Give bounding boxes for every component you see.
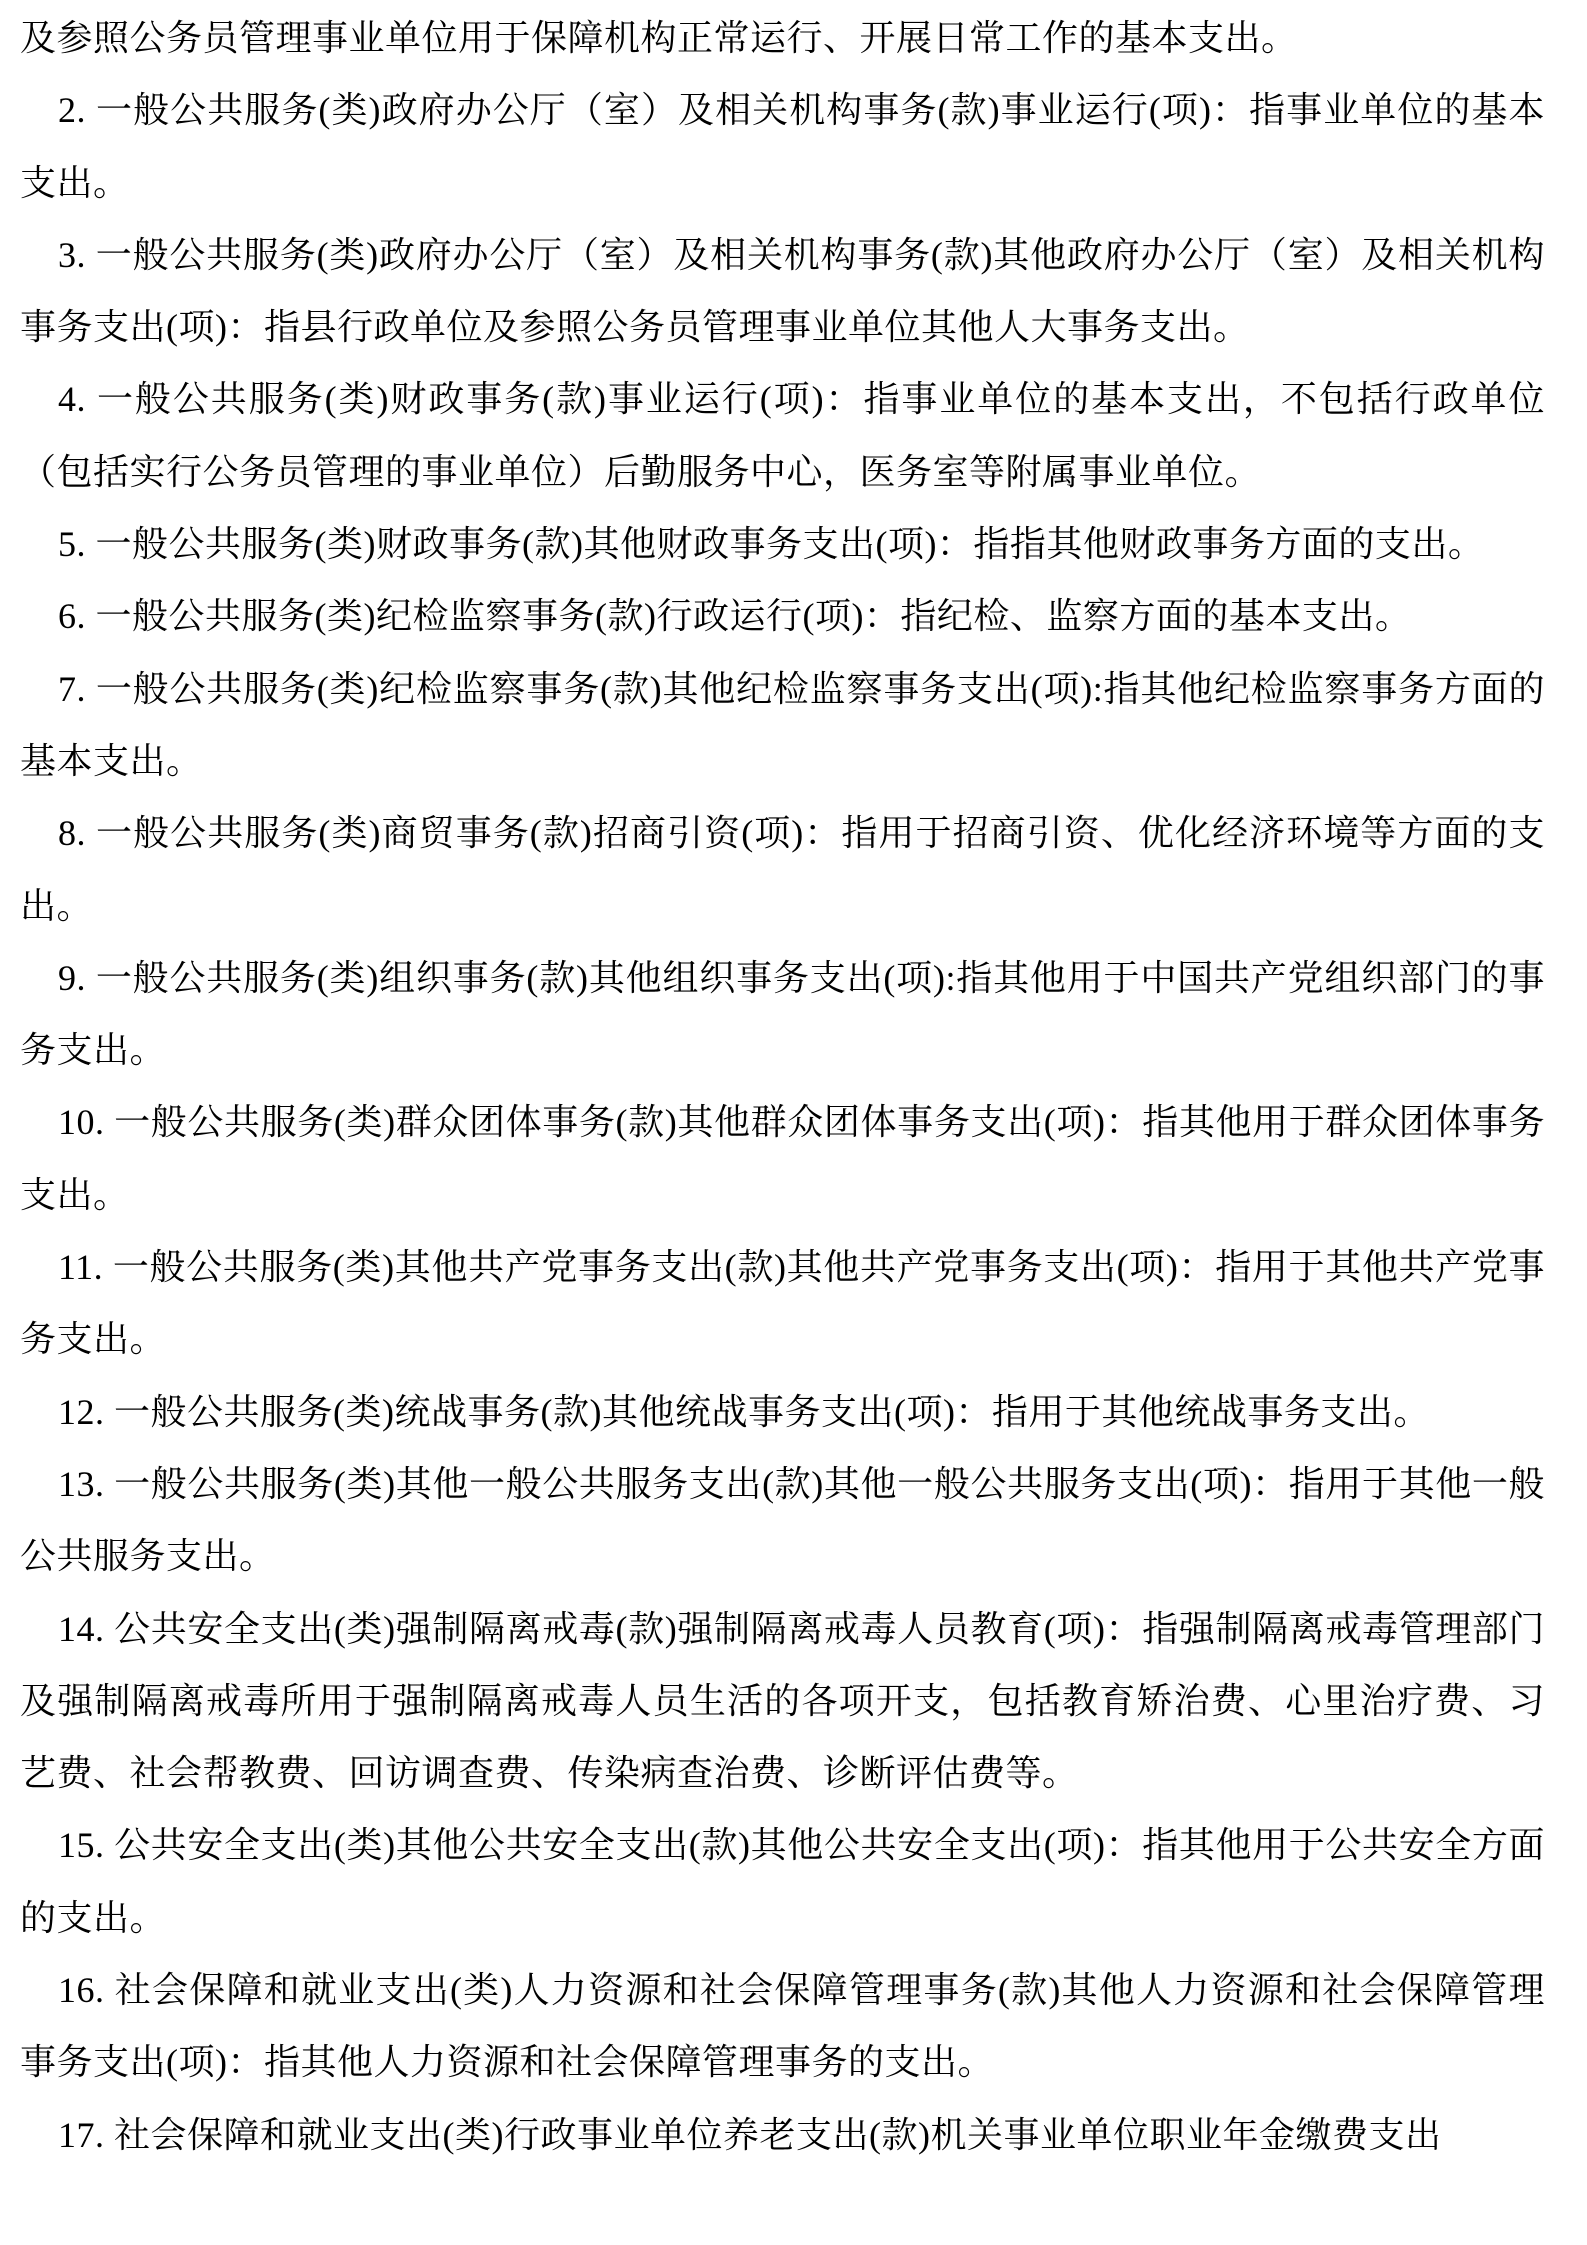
paragraph-item-14: 14. 公共安全支出(类)强制隔离戒毒(款)强制隔离戒毒人员教育(项)：指强制隔离戒毒管理部门及强制隔离戒毒所用于强制隔离戒毒人员生活的各项开支，包括教育矫治费、心里治疗费、习艺费、社会帮教费、回访调查费、传染病查治费、诊断评估费等。 [20, 1608, 1545, 1794]
paragraph-item-8: 8. 一般公共服务(类)商贸事务(款)招商引资(项)：指用于招商引资、优化经济环境等方面的支出。 [20, 813, 1545, 926]
paragraph-continuation: 及参照公务员管理事业单位用于保障机构正常运行、开展日常工作的基本支出。 [20, 18, 1298, 58]
paragraph-item-11: 11. 一般公共服务(类)其他共产党事务支出(款)其他共产党事务支出(项)：指用于其他共产党事务支出。 [20, 1247, 1545, 1360]
paragraph-item-3: 3. 一般公共服务(类)政府办公厅（室）及相关机构事务(款)其他政府办公厅（室）及相关机构事务支出(项)：指县行政单位及参照公务员管理事业单位其他人大事务支出。 [20, 234, 1545, 348]
paragraph-item-9: 9. 一般公共服务(类)组织事务(款)其他组织事务支出(项):指其他用于中国共产党组织部门的事务支出。 [20, 957, 1545, 1071]
paragraph-item-13: 13. 一般公共服务(类)其他一般公共服务支出(款)其他一般公共服务支出(项)：指用于其他一般公共服务支出。 [20, 1463, 1545, 1577]
paragraph-item-7: 7. 一般公共服务(类)纪检监察事务(款)其他纪检监察事务支出(项):指其他纪检监察事务方面的基本支出。 [20, 668, 1545, 781]
paragraph-item-4: 4. 一般公共服务(类)财政事务(款)事业运行(项)：指事业单位的基本支出，不包括行政单位（包括实行公务员管理的事业单位）后勤服务中心，医务室等附属事业单位。 [20, 379, 1545, 492]
paragraph-item-16: 16. 社会保障和就业支出(类)人力资源和社会保障管理事务(款)其他人力资源和社会保障管理事务支出(项)：指其他人力资源和社会保障管理事务的支出。 [20, 1970, 1545, 2083]
paragraph-item-5: 5. 一般公共服务(类)财政事务(款)其他财政事务支出(项)：指指其他财政事务方面的支出。 [58, 524, 1485, 565]
paragraph-item-12: 12. 一般公共服务(类)统战事务(款)其他统战事务支出(项)：指用于其他统战事务支出。 [58, 1391, 1430, 1432]
paragraph-item-10: 10. 一般公共服务(类)群众团体事务(款)其他群众团体事务支出(项)：指其他用于群众团体事务支出。 [20, 1102, 1545, 1215]
paragraph-item-2: 2. 一般公共服务(类)政府办公厅（室）及相关机构事务(款)事业运行(项)：指事业单位的基本支出。 [20, 90, 1545, 203]
paragraph-item-15: 15. 公共安全支出(类)其他公共安全支出(款)其他公共安全支出(项)：指其他用于公共安全方面的支出。 [20, 1825, 1545, 1938]
paragraph-item-6: 6. 一般公共服务(类)纪检监察事务(款)行政运行(项)：指纪检、监察方面的基本支出。 [58, 596, 1412, 637]
paragraph-item-17: 17. 社会保障和就业支出(类)行政事业单位养老支出(款)机关事业单位职业年金缴费支出 [58, 2114, 1442, 2155]
